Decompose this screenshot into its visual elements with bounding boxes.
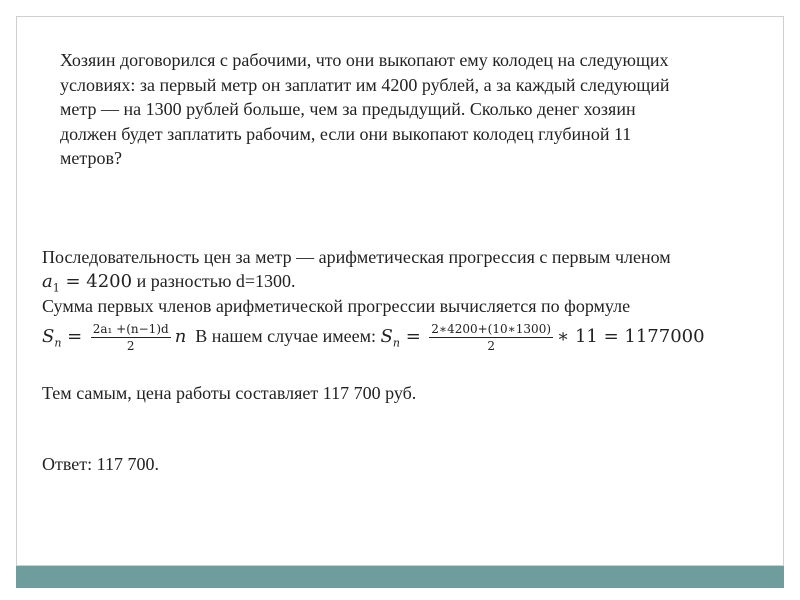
first-term-var: a bbox=[42, 271, 53, 292]
case-sum-var: S bbox=[380, 326, 393, 347]
problem-line: условиях: за первый метр он заплатит им 4200 рублей, а за каждый следующий bbox=[60, 74, 670, 95]
sum-formula-intro: Сумма первых членов арифметической прогрессии вычисляется по формуле bbox=[42, 296, 631, 316]
first-term-sub: 1 bbox=[52, 281, 60, 295]
case-sum-sub: n bbox=[392, 336, 400, 350]
case-text: В нашем случае имеем: bbox=[186, 326, 381, 346]
formula-line bbox=[42, 319, 705, 361]
general-denominator: 2 bbox=[126, 339, 135, 354]
general-fraction bbox=[91, 322, 171, 353]
case-equals: = bbox=[399, 326, 421, 347]
sum-var: S bbox=[42, 326, 55, 347]
case-denominator: 2 bbox=[487, 339, 495, 354]
solution-intro: Последовательность цен за метр — арифметическая прогрессия с первым членом bbox=[42, 247, 671, 267]
sum-sub: n bbox=[54, 336, 62, 350]
first-term-value: = 4200 bbox=[59, 271, 133, 292]
case-result: ∗ 11 = 1177000 bbox=[557, 326, 705, 347]
equals-sign: = bbox=[61, 326, 83, 347]
problem-line: метр — на 1300 рублей больше, чем за предыдущий. Сколько денег хозяин bbox=[60, 99, 636, 119]
general-numerator: 2a₁ +(n−1)d bbox=[92, 322, 169, 337]
case-fraction bbox=[429, 322, 553, 353]
problem-line: метров? bbox=[60, 148, 122, 168]
problem-statement bbox=[60, 48, 750, 171]
answer-text: Ответ: 117 700. bbox=[42, 454, 159, 474]
problem-line: должен будет заплатить рабочим, если они выкопают колодец глубиной 11 bbox=[60, 123, 632, 144]
conclusion-text: Тем самым, цена работы составляет 117 700 руб. bbox=[42, 383, 417, 403]
bottom-band bbox=[16, 566, 784, 588]
case-numerator: 2∗4200+(10∗1300) bbox=[431, 322, 552, 337]
difference-text: и разностью d=1300. bbox=[132, 271, 296, 291]
first-term-line bbox=[42, 271, 296, 295]
problem-line: Хозяин договорился с рабочими, что они выкопают ему колодец на следующих bbox=[60, 50, 669, 70]
multiplier-n: n bbox=[174, 326, 187, 347]
